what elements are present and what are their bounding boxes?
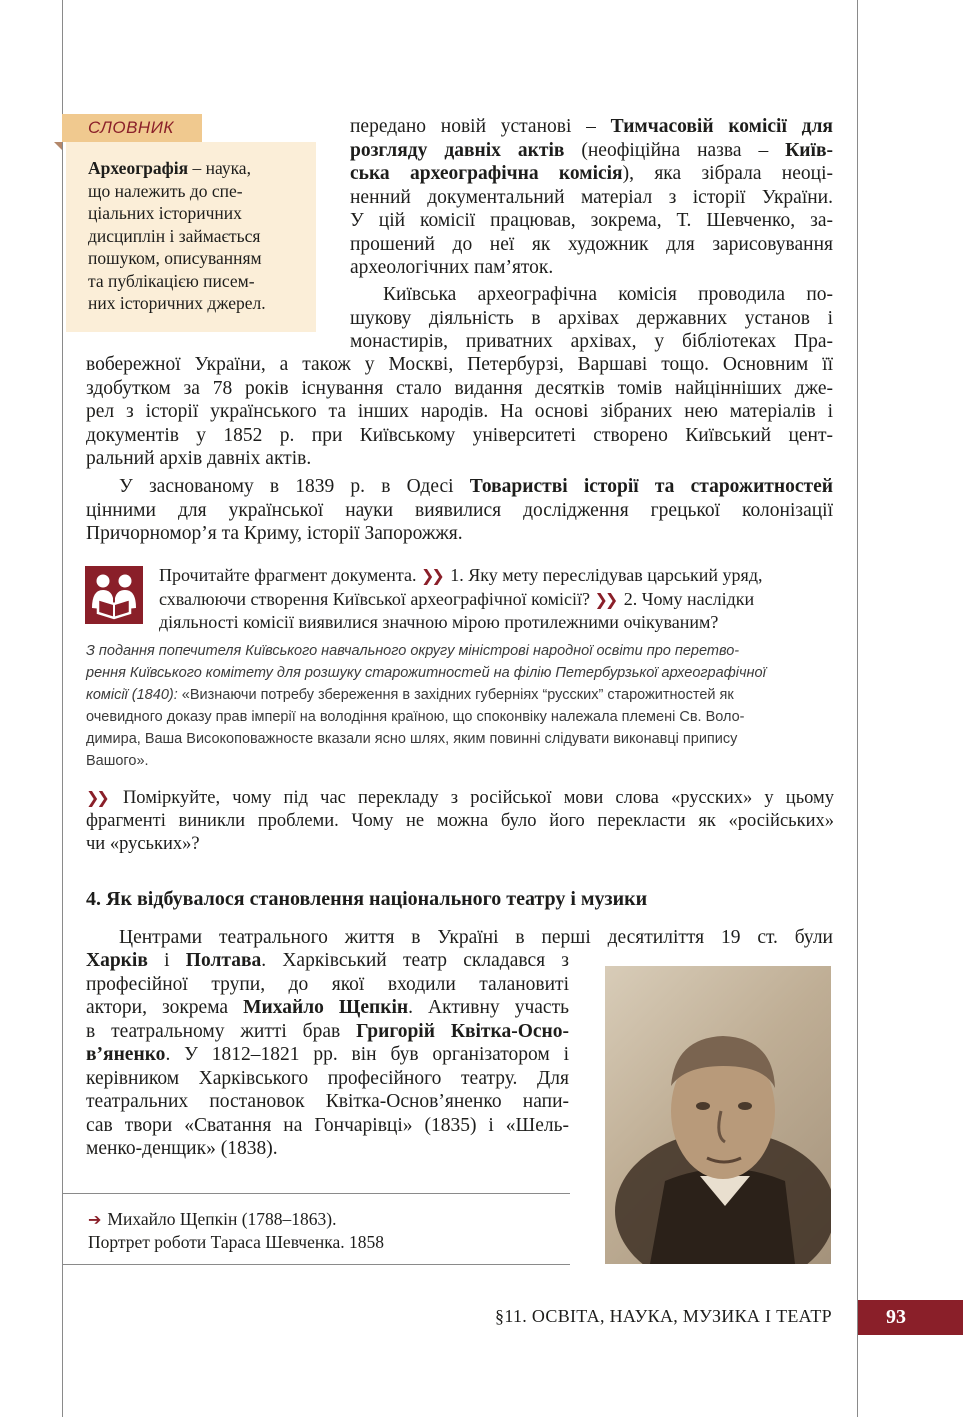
paragraph-commission-activity-top: Київська археографічна комісія проводила по- шукову діяльність в архівах державних установ і монастирів, приватних архівах, у бібліотеках Пра- [350, 284, 833, 352]
glossary-tab: СЛОВНИК [62, 114, 202, 142]
portrait-caption: ➔ Михайло Щепкін (1788–1863). Портрет роботи Тараса Шевченка. 1858 [88, 1209, 384, 1252]
caption-bottom-rule [62, 1264, 570, 1265]
paragraph-odessa-society: У заснованому в 1839 р. в Одесі Товаристві історії та старожитностей цінними для української науки виявилися дослідження грецької колонізації Причорномор’я та Криму, історії Запорожжя. [86, 476, 833, 544]
paragraph-theatre: Харків і Полтава. Харківський театр складався з професійної трупи, до якої входили талановиті актори, зокрема Михайло Щепкін. Активну участь в театральному житті брав Григорій Квітка-Осно- в’яненко. У 1812–1821 рр. він був організатором і керівником Харківського професійного театру. Для театральних постановок Квітка-Основ’яненко напи- сав твори «Сватання на Гончарівці» (1835) і «Шель- менко-денщик» (1838). [86, 950, 570, 1159]
paragraph-commission-activity-bottom: вобережної України, а також у Москві, Петербурзі, Варшаві тощо. Основним її здобутком за 78 років існування стало видання десятків томів найцінніших дже- рел з історії українського та інших народів. На основі зібраних нею матеріалів і документів у 1852 р. при Київському університеті створено Київський цент- ральний архів давніх актів. [86, 354, 833, 469]
glossary-tab-fold [54, 142, 62, 150]
document-excerpt: З подання попечителя Київського навчального округу міністрові народної освіти про перетво- рення Київського комітету для розшуку старожитностей на філію Петербурзької археографічної комісії (1840): «Визнаючи потребу збереження в західних губерніях “русских” старожитностей як очевидного доказу прав імперії на володіння країною, що споконвіку належала племені Св. Воло- димира, Ваша Високоповажносте вказали ясно шлях, яким повинні слідувати виконавці припису Вашого». [86, 643, 766, 769]
section-heading: 4. Як відбувалося становлення національного театру і музики [86, 888, 648, 910]
paragraph-theatre-intro: Центрами театрального життя в Україні в перші десятиліття 19 ст. були [119, 927, 833, 948]
running-head: §11. ОСВІТА, НАУКА, МУЗИКА І ТЕАТР [495, 1306, 832, 1326]
page-number: 93 [858, 1300, 963, 1335]
think-question: ❯❯ Поміркуйте, чому під час перекладу з російської мови слова «русских» у цьому фрагменті виникли проблеми. Чому не можна було його перекласти як «російських» чи «руських»? [86, 788, 834, 854]
question-arrow-icon: ❯❯ [420, 566, 442, 585]
paragraph-archaeographic-commission: передано новій установі – Тимчасовій комісії для розгляду давніх актів (неофіційна назва – Київ- ська археографічна комісія), яка зібрала неоці- ненний документальний матеріал з історії України. У цій комісії працював, зокрема, Т. Шевченко, за- прошений до неї як художник для зарисовування археологічних пам’яток. [350, 116, 833, 278]
shchepkin-portrait [605, 966, 831, 1264]
glossary-term: Археографія [88, 158, 189, 178]
reading-students-icon [85, 566, 143, 624]
task-questions: Прочитайте фрагмент документа. ❯❯ 1. Яку мету переслідував царський уряд, схвалюючи створення Київської археографічної комісії? ❯❯ 2. Чому наслідки діяльності комісії виявилися значною мірою протилежними очікуваним? [159, 565, 763, 632]
right-margin-line [857, 0, 858, 1417]
question-arrow-icon: ❯❯ [594, 589, 616, 609]
glossary-box: Археографія – наука, що належить до спе- ціальних історичних дисциплін і займається пошуком, описуванням та публікацією писем- них історичних джерел. [66, 142, 316, 332]
left-margin-line [62, 0, 63, 1417]
caption-top-rule [62, 1193, 570, 1194]
question-arrow-icon: ❯❯ [86, 788, 107, 807]
caption-arrow-icon: ➔ [88, 1210, 102, 1229]
